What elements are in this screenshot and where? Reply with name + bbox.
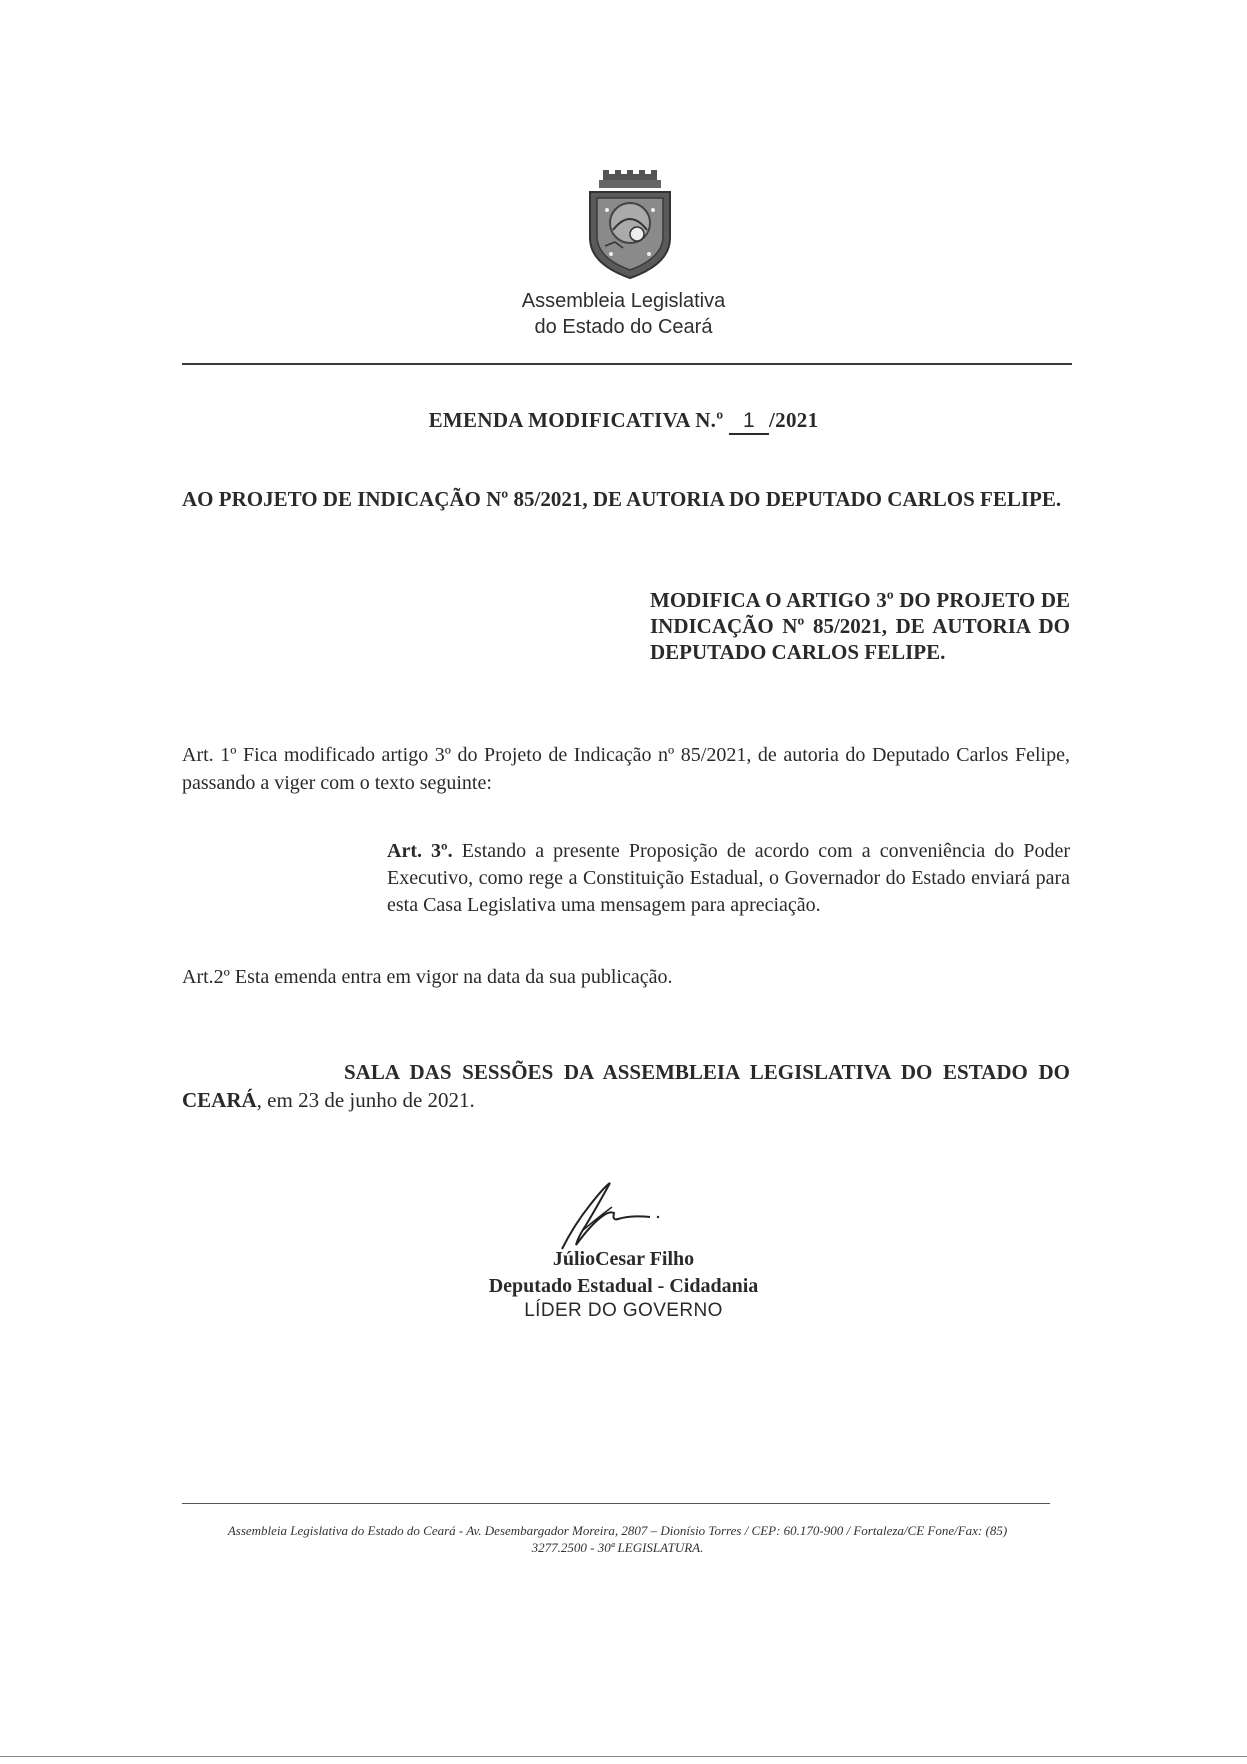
handwritten-signature [552, 1175, 664, 1257]
coat-of-arms-icon [585, 168, 675, 280]
quoted-article-label: Art. 3º. [387, 840, 453, 862]
title-suffix: /2021 [769, 408, 819, 432]
document-title [0, 408, 1247, 435]
quoted-article-3 [387, 838, 1070, 919]
article-1: Art. 1º Fica modificado artigo 3º do Projeto de Indicação nº 85/2021, de autoria do Deputado Carlos Felipe, passando a viger com o texto seguinte: [182, 744, 1070, 794]
footer-line1: Assembleia Legislativa do Estado do Ceará - Av. Desembargador Moreira, 2807 – Dionísio Torres / CEP: 60.170-900 / Fortaleza/CE Fone/Fax: (85) [227, 1523, 1008, 1538]
signer-name: JúlioCesar Filho [552, 1248, 695, 1270]
closing-bold: SALA DAS SESSÕES DA ASSEMBLEIA LEGISLATIVA DO ESTADO DO CEARÁ [182, 1060, 1070, 1112]
signer-title: LÍDER DO GOVERNO [524, 1300, 723, 1321]
signer-role: Deputado Estadual - Cidadania [488, 1275, 759, 1297]
amendment-number: 1 [729, 409, 769, 435]
footer-address [180, 1522, 1055, 1556]
closing-date: , em 23 de junho de 2021. [256, 1088, 475, 1112]
bill-reference: AO PROJETO DE INDICAÇÃO Nº 85/2021, DE AUTORIA DO DEPUTADO CARLOS FELIPE. [182, 487, 1062, 511]
closing-statement [182, 1058, 1070, 1114]
institution-name-line1: Assembleia Legislativa [521, 290, 726, 312]
article-2: Art.2º Esta emenda entra em vigor na data da sua publicação. [182, 966, 673, 988]
quoted-article-text: Estando a presente Proposição de acordo com a conveniência do Poder Executivo, como rege a Constituição Estadual, o Governador do Estado enviará para esta Casa Legislativa uma mensagem para apreciação. [387, 840, 1071, 916]
footer-line2: 3277.2500 - 30ª LEGISLATURA. [531, 1540, 704, 1555]
institution-name-line2: do Estado do Ceará [534, 316, 713, 338]
header-divider [182, 363, 1072, 365]
footer-divider [182, 1503, 1050, 1504]
ementa: MODIFICA O ARTIGO 3º DO PROJETO DE INDICAÇÃO Nº 85/2021, DE AUTORIA DO DEPUTADO CARLOS FELIPE. [650, 588, 1070, 664]
scan-edge-line [0, 1756, 1247, 1757]
title-prefix: EMENDA MODIFICATIVA N.º [428, 408, 724, 432]
